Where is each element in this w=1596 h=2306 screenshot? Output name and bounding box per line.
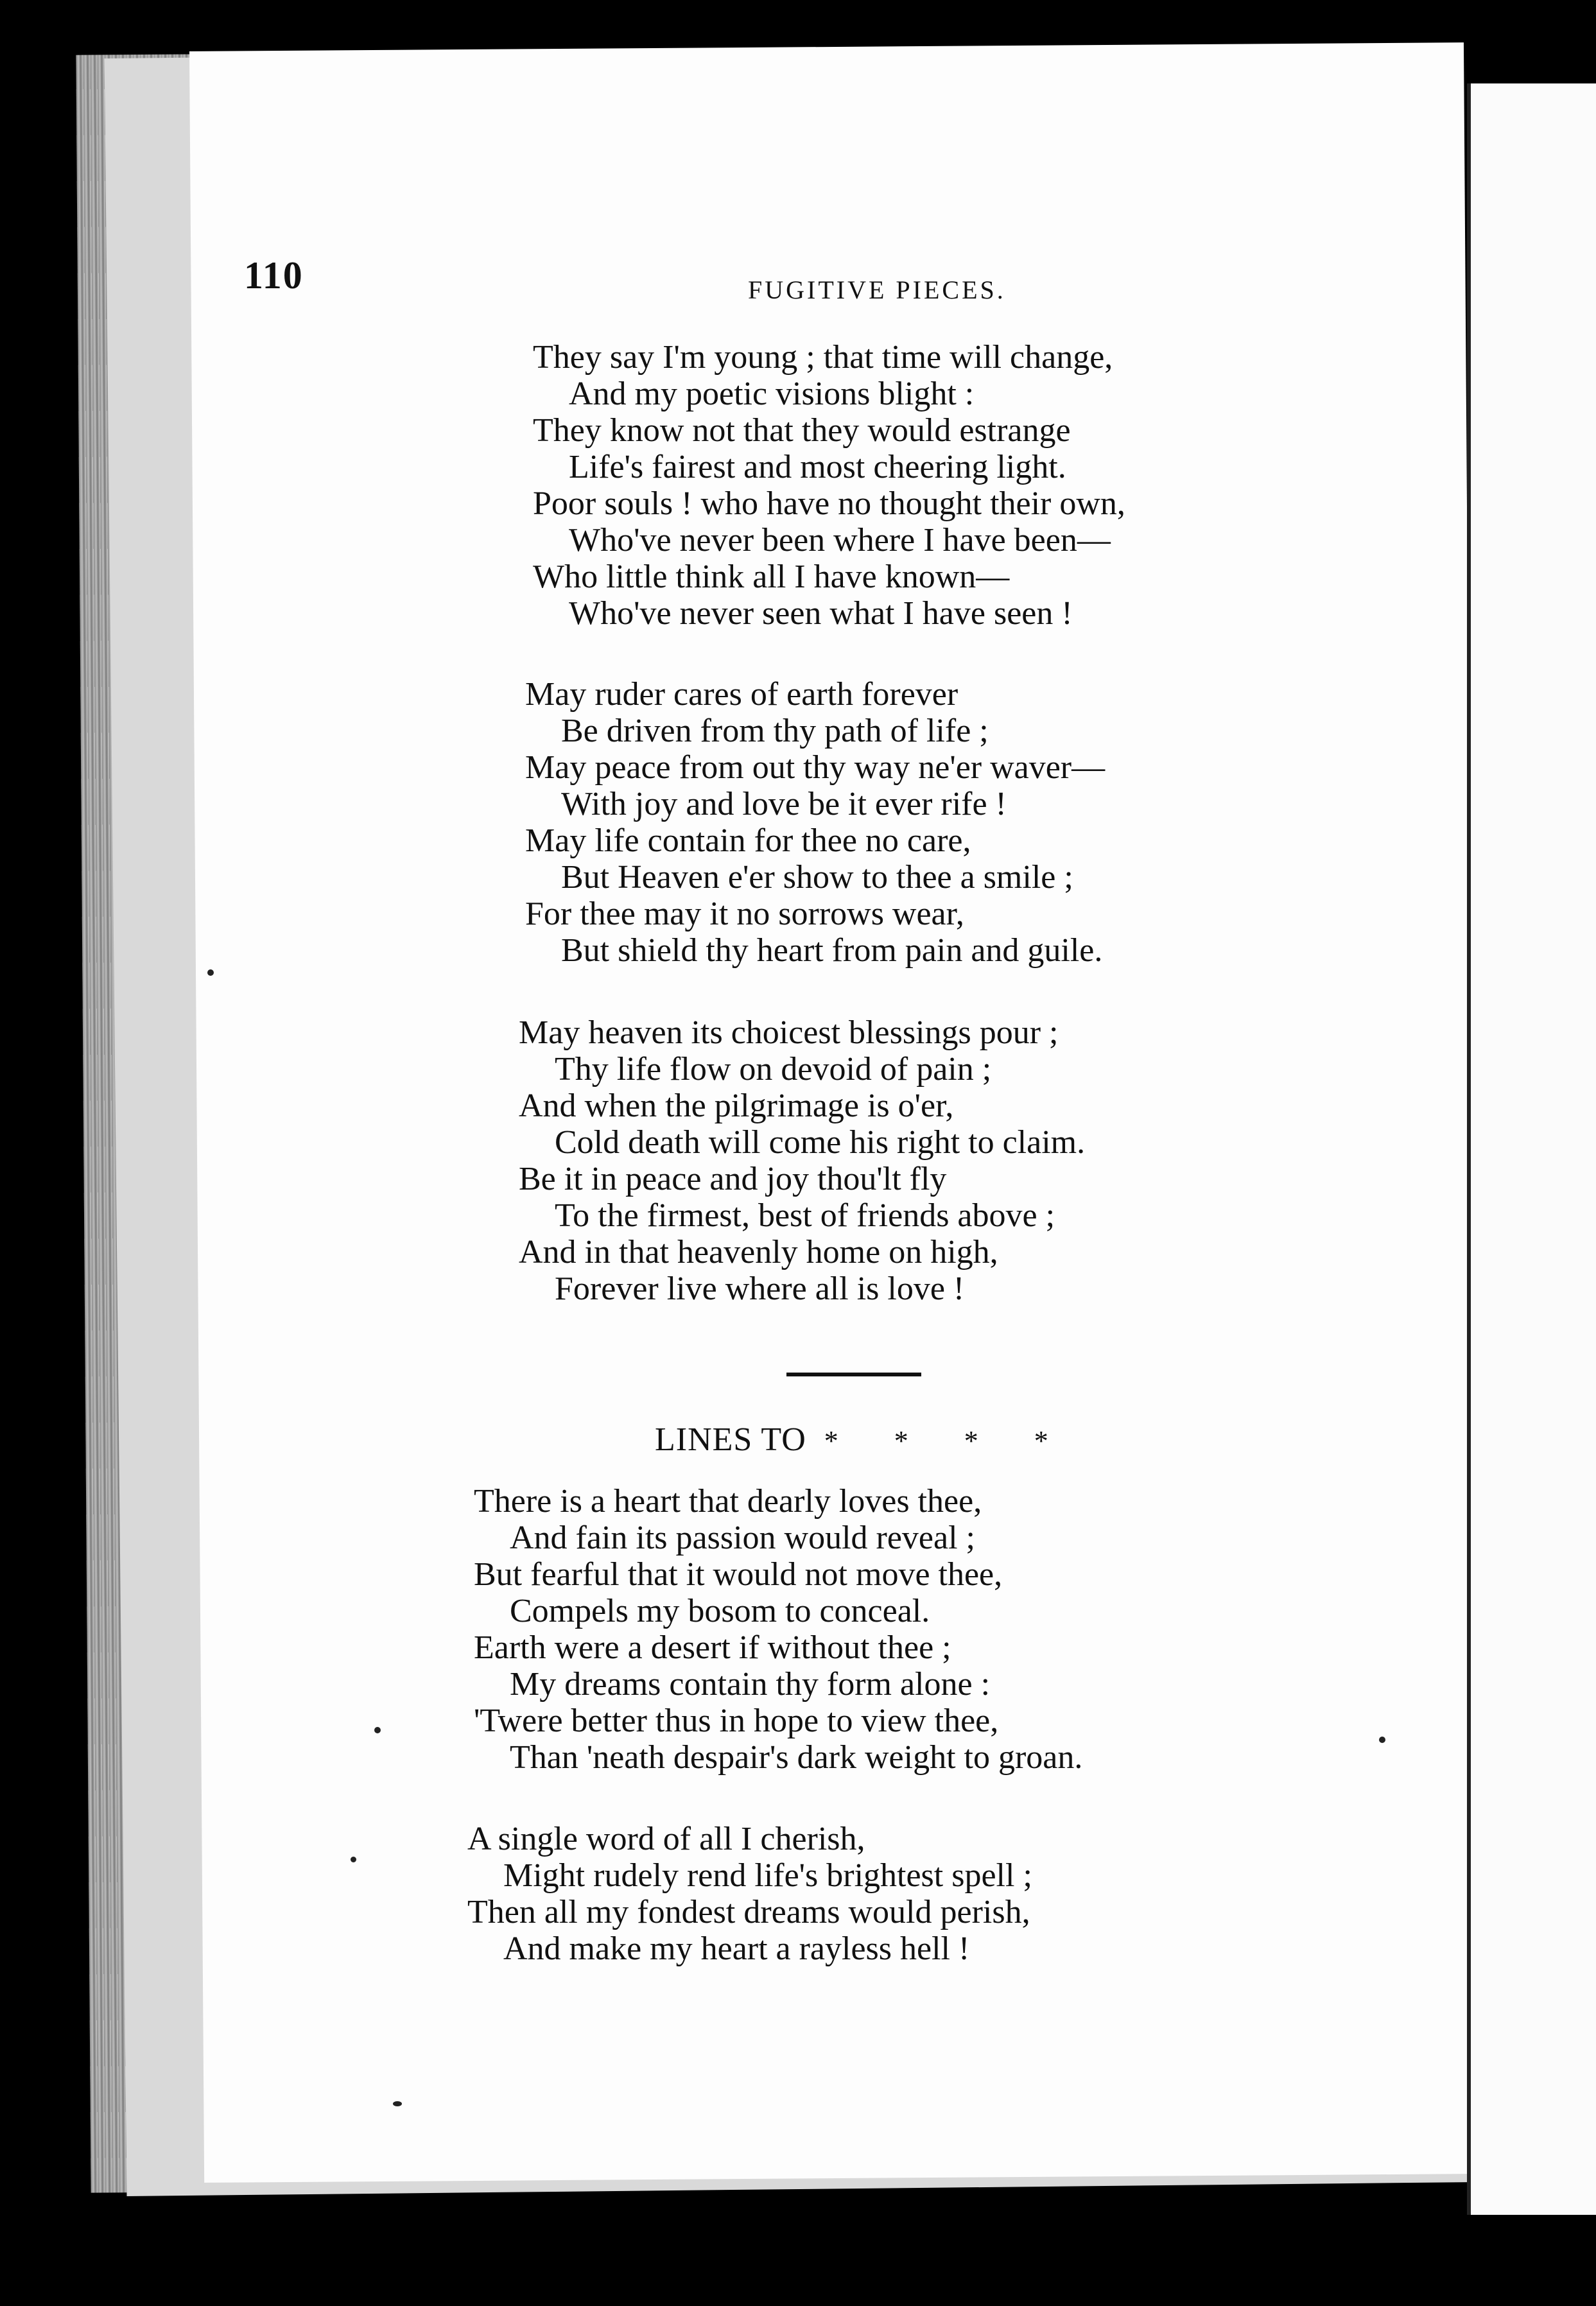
poem-line: My dreams contain thy form alone :	[510, 1666, 991, 1703]
poem-line: Who little think all I have known—	[533, 559, 1010, 595]
poem-line: Forever live where all is love !	[555, 1270, 965, 1307]
poem-line: And in that heavenly home on high,	[519, 1234, 998, 1270]
poem-line: They know not that they would estrange	[533, 412, 1071, 449]
scan-speck	[1379, 1737, 1385, 1743]
poem-line: Be driven from thy path of life ;	[561, 713, 989, 749]
poem-line: But shield thy heart from pain and guile.	[561, 932, 1103, 969]
poem-line: Who've never been where I have been—	[569, 522, 1111, 559]
poem-line: And make my heart a rayless hell !	[503, 1930, 970, 1967]
poem-line: Who've never seen what I have seen !	[569, 595, 1073, 632]
stanza-1	[533, 339, 1125, 632]
poem-line: For thee may it no sorrows wear,	[525, 896, 964, 932]
stanza-3	[519, 1014, 1085, 1307]
running-title: FUGITIVE PIECES.	[748, 275, 1006, 304]
second-poem-stanza-2	[467, 1821, 1032, 1967]
poem-title-stars: * * * *	[824, 1425, 1073, 1457]
poem-line: May heaven its choicest blessings pour ;	[519, 1014, 1059, 1051]
scan-speck	[393, 2101, 402, 2106]
poem-line: Poor souls ! who have no thought their own,	[533, 485, 1125, 522]
poem-line: Earth were a desert if without thee ;	[474, 1629, 951, 1666]
poem-line: Cold death will come his right to claim.	[555, 1124, 1086, 1161]
poem-line: To the firmest, best of friends above ;	[555, 1197, 1055, 1234]
facing-page-edge	[1467, 83, 1596, 2215]
poem-line: They say I'm young ; that time will change,	[533, 339, 1113, 376]
poem-line: May life contain for thee no care,	[525, 822, 971, 859]
poem-line: And fain its passion would reveal ;	[510, 1520, 975, 1556]
poem-line: May peace from out thy way ne'er waver—	[525, 749, 1106, 786]
poem-line: Then all my fondest dreams would perish,	[467, 1894, 1030, 1930]
second-poem-stanza-1	[474, 1483, 1082, 1776]
poem-line: May ruder cares of earth forever	[525, 676, 958, 713]
poem-line: But Heaven e'er show to thee a smile ;	[561, 859, 1073, 896]
page-number: 110	[244, 254, 304, 297]
poem-line: Thy life flow on devoid of pain ;	[555, 1051, 992, 1088]
poem-line: A single word of all I cherish,	[467, 1821, 865, 1857]
poem-line: With joy and love be it ever rife !	[561, 786, 1007, 822]
poem-line: And when the pilgrimage is o'er,	[519, 1088, 954, 1124]
poem-title	[655, 1421, 1073, 1459]
poem-line: There is a heart that dearly loves thee,	[474, 1483, 982, 1520]
poem-line: But fearful that it would not move thee,	[474, 1556, 1003, 1593]
poem-line: Life's fairest and most cheering light.	[569, 449, 1066, 485]
scan-speck	[374, 1727, 381, 1733]
poem-line: Might rudely rend life's brightest spell ;	[503, 1857, 1032, 1894]
poem-line: Be it in peace and joy thou'lt fly	[519, 1161, 947, 1197]
poem-line: Than 'neath despair's dark weight to groan.	[510, 1739, 1083, 1776]
poem-title-text: LINES TO	[655, 1421, 806, 1458]
scan-speck	[351, 1857, 356, 1862]
section-divider	[786, 1373, 921, 1376]
poem-line: And my poetic visions blight :	[569, 376, 975, 412]
stanza-2	[525, 676, 1105, 969]
poem-line: 'Twere better thus in hope to view thee,	[474, 1703, 999, 1739]
scan-speck	[207, 969, 214, 976]
poem-line: Compels my bosom to conceal.	[510, 1593, 930, 1629]
